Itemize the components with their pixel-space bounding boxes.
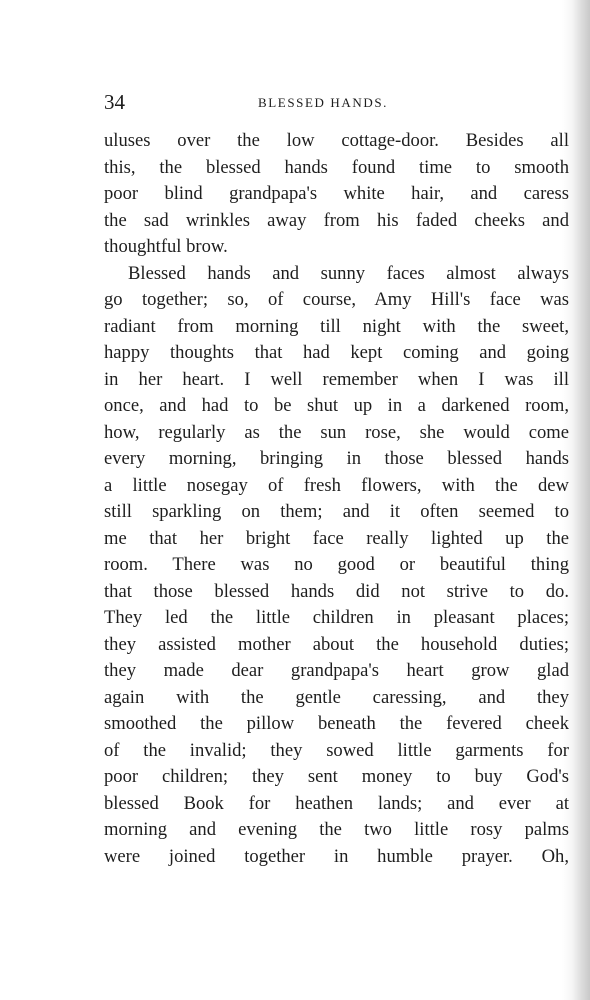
text-line: of the invalid; they sowed little garments for [104, 739, 569, 761]
text-line: smoothed the pillow beneath the fevered cheek [104, 713, 569, 734]
text-line: once, and had to be shut up in a darkened room, [104, 395, 569, 416]
text-line: Blessed hands and sunny faces almost always [128, 262, 569, 284]
text-line: this, the blessed hands found time to smooth [104, 156, 569, 178]
text-line: how, regularly as the sun rose, she would come [104, 421, 569, 443]
text-line: blessed Book for heathen lands; and ever at [104, 792, 569, 814]
text-line: they made dear grandpapa's heart grow glad [104, 660, 569, 681]
text-line: still sparkling on them; and it often seemed to [104, 501, 569, 522]
text-line: room. There was no good or beautiful thing [104, 554, 569, 575]
text-line: uluses over the low cottage-door. Besides all [104, 130, 569, 151]
text-line: morning and evening the two little rosy palms [104, 819, 569, 840]
text-line: They led the little children in pleasant places; [104, 607, 569, 628]
text-line: thoughtful brow. [104, 236, 228, 257]
body-text [104, 128, 569, 870]
text-line: in her heart. I well remember when I was ill [104, 368, 569, 390]
text-line: they assisted mother about the household duties; [104, 633, 569, 655]
text-line: radiant from morning till night with the sweet, [104, 315, 569, 337]
running-head: BLESSED HANDS. [258, 95, 389, 110]
text-line: happy thoughts that had kept coming and going [104, 342, 569, 363]
text-line: the sad wrinkles away from his faded cheeks and [104, 209, 569, 231]
text-line: go together; so, of course, Amy Hill's face was [104, 289, 569, 310]
text-line: poor blind grandpapa's white hair, and caress [104, 183, 569, 204]
text-line: a little nosegay of fresh flowers, with the dew [104, 474, 569, 496]
page-number: 34 [104, 90, 125, 114]
text-line: were joined together in humble prayer. Oh, [104, 845, 569, 867]
text-line: that those blessed hands did not strive to do. [104, 580, 569, 602]
text-line: again with the gentle caressing, and they [104, 686, 569, 708]
text-line: every morning, bringing in those blessed hands [104, 448, 569, 469]
text-line: poor children; they sent money to buy God's [104, 766, 569, 787]
page-header [104, 90, 570, 120]
text-line: me that her bright face really lighted up the [104, 527, 569, 549]
